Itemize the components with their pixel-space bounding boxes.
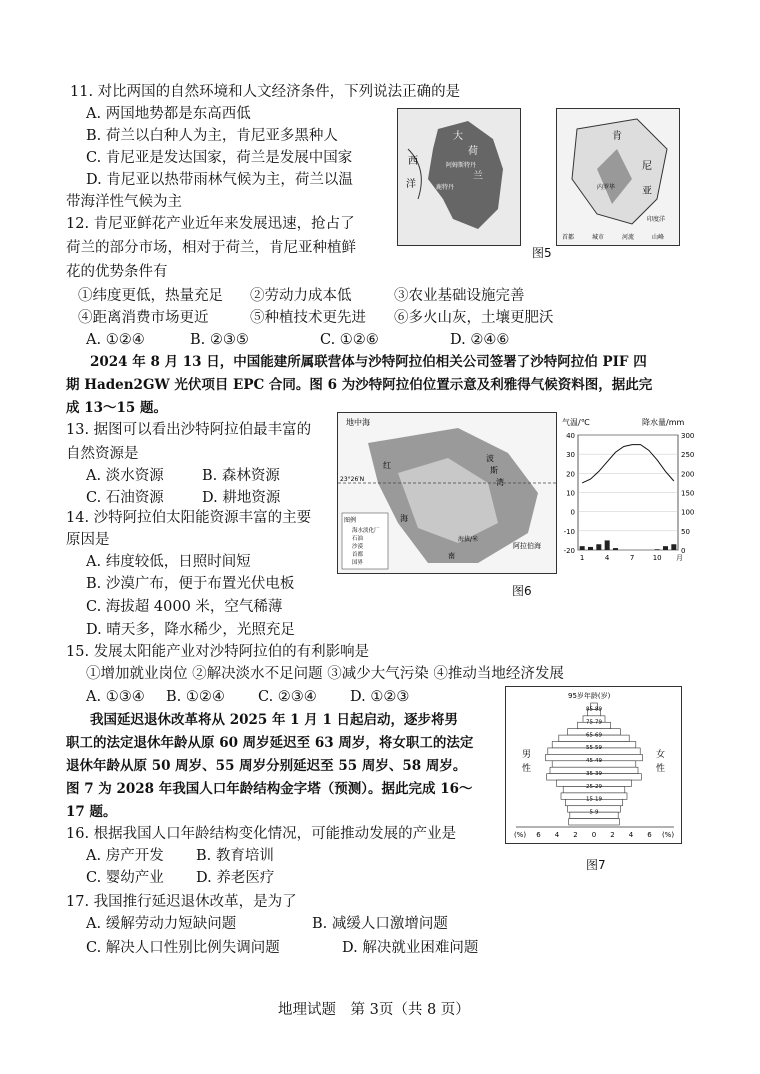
climate-y-left-tick: 0 — [570, 508, 575, 517]
saudi-map-label-gulf: 波 — [486, 454, 494, 463]
q14-stem-1: 14. 沙特阿拉伯太阳能资源丰富的主要 — [66, 510, 312, 526]
page-footer: 地理试题 第 3页（共 8 页） — [278, 1002, 470, 1018]
climate-y-right-tick: 300 — [681, 432, 695, 440]
nl-label-3: 洋 — [406, 179, 416, 190]
pyramid-age-label: 65-69 — [586, 732, 602, 739]
retire-intro-3: 退休年龄从原 50 周岁、55 周岁分别延迟至 55 周岁、58 周岁。 — [66, 758, 467, 774]
pyramid-female-2: 性 — [656, 764, 666, 774]
q15-option-d: D. ①②③ — [350, 689, 410, 705]
pyramid-x-tick: (%) — [513, 831, 527, 839]
precip-bar — [655, 549, 660, 550]
q17-option-c: C. 解决人口性别比例失调问题 — [86, 940, 280, 956]
climate-y-right-tick: 200 — [681, 470, 695, 479]
climate-ylabel-right: 降水量/mm — [642, 418, 685, 427]
pyramid-age-label: 45-49 — [586, 758, 602, 765]
q11-stem: 11. 对比两国的自然环境和人文经济条件，下列说法正确的是 — [70, 84, 461, 100]
q12-opt-1: ①纬度更低，热量充足 — [78, 288, 223, 304]
precip-bar — [596, 544, 601, 550]
q14-option-d: D. 晴天多，降水稀少，光照充足 — [86, 622, 295, 638]
climate-x-unit: 月 — [676, 554, 683, 562]
nl-label-2: 西 — [408, 156, 418, 167]
ke-label-3: 亚 — [642, 186, 652, 197]
q11-option-a: A. 两国地势都是东高西低 — [86, 106, 251, 122]
retire-intro-1: 我国延迟退休改革将从 2025 年 1 月 1 日起启动，逐步将男 — [90, 712, 459, 728]
pyramid-female-1: 女 — [656, 750, 666, 760]
q12-stem-3: 花的优势条件有 — [66, 264, 168, 280]
saudi-map-label-sea2: 海 — [400, 514, 408, 523]
saudi-map-label-arab: 阿拉伯海 — [513, 542, 541, 550]
pyramid-x-tick: 4 — [628, 831, 634, 839]
pyramid-x-tick: 6 — [647, 831, 652, 839]
pyramid-age-label: 75-79 — [586, 719, 602, 726]
climate-x-tick: 7 — [629, 554, 635, 562]
saudi-legend-1: 海水淡化厂 — [352, 528, 380, 534]
precip-bar — [613, 548, 618, 550]
q13-stem-2: 自然资源是 — [66, 446, 139, 462]
saudi-legend-2: 石油 — [352, 536, 364, 542]
pyramid-age-label: 25-29 — [586, 783, 602, 790]
pyramid-age-label: 55-59 — [586, 745, 602, 752]
q15-stem: 15. 发展太阳能产业对沙特阿拉伯的有利影响是 — [66, 644, 370, 660]
precip-bar — [580, 546, 585, 550]
saudi-map — [337, 412, 557, 574]
ke-label-4: 内罗毕 — [597, 184, 616, 191]
pyramid-x-tick: 2 — [610, 831, 615, 839]
precip-bar — [671, 544, 676, 550]
q11-option-d-cont: 带海洋性气候为主 — [66, 194, 182, 210]
q17-option-b: B. 减缓人口激增问题 — [312, 916, 448, 932]
population-pyramid — [505, 686, 682, 844]
precip-bar — [588, 547, 593, 550]
saudi-legend-4: 首都 — [352, 552, 364, 558]
saudi-map-label-gulf2: 斯 — [490, 466, 498, 475]
pyramid-x-tick: 4 — [554, 831, 560, 839]
q13-option-c: C. 石油资源 — [86, 490, 164, 506]
q16-option-b: B. 教育培训 — [196, 848, 274, 864]
ke-legend-3: 河流 — [622, 234, 635, 241]
q13-option-b: B. 森林资源 — [202, 468, 280, 484]
climate-y-left-tick: 20 — [566, 470, 575, 479]
pyramid-x-tick: 0 — [591, 831, 597, 839]
riyadh-climate-chart — [560, 415, 700, 575]
pyramid-male-2: 性 — [522, 764, 532, 774]
pyramid-age-label: 85-89 — [586, 706, 602, 713]
climate-y-left-tick: 30 — [566, 451, 575, 460]
q17-option-d: D. 解决就业困难问题 — [342, 940, 479, 956]
q12-opt-2: ②劳动力成本低 — [250, 288, 352, 304]
q12-option-b: B. ②③⑤ — [190, 332, 249, 348]
climate-y-left-tick: 40 — [566, 432, 575, 440]
q12-opt-3: ③农业基础设施完善 — [394, 288, 525, 304]
q15-option-c: C. ②③④ — [258, 689, 317, 705]
q14-option-a: A. 纬度较低，日照时间短 — [86, 554, 251, 570]
q11-option-d: D. 肯尼亚以热带雨林气候为主，荷兰以温 — [86, 172, 353, 188]
kenya-map — [556, 108, 680, 246]
fig6-caption: 图6 — [512, 584, 532, 598]
pyramid-bar — [569, 819, 620, 825]
saudi-intro-2: 期 Haden2GW 光伏项目 EPC 合同。图 6 为沙特阿拉伯位置示意及利雅得气候资料图，据此完 — [66, 377, 653, 393]
pyramid-top-label: 95岁年龄(岁) — [568, 692, 611, 700]
climate-x-tick: 10 — [652, 554, 662, 562]
q12-option-d: D. ②④⑥ — [450, 332, 510, 348]
climate-y-right-tick: 250 — [681, 451, 695, 460]
q13-option-d: D. 耕地资源 — [202, 490, 281, 506]
q15-opts: ①增加就业岗位 ②解决淡水不足问题 ③减少大气污染 ④推动当地经济发展 — [86, 666, 564, 682]
nl-label-1: 大 — [453, 131, 463, 142]
q17-option-a: A. 缓解劳动力短缺问题 — [86, 916, 237, 932]
q16-option-a: A. 房产开发 — [86, 848, 164, 864]
climate-y-right-tick: 100 — [681, 508, 695, 517]
q15-option-a: A. ①③④ — [86, 689, 145, 705]
saudi-map-label-south: 南 — [448, 552, 455, 560]
retire-intro-5: 17 题。 — [66, 804, 117, 820]
temperature-line — [582, 445, 674, 483]
climate-y-left-tick: -10 — [563, 527, 575, 536]
pyramid-age-label: 15-19 — [586, 796, 602, 803]
saudi-map-label-gulf3: 湾 — [496, 478, 504, 487]
climate-x-tick: 4 — [604, 554, 610, 562]
ke-legend-1: 首都 — [562, 234, 575, 241]
q15-option-b: B. ①②④ — [166, 689, 225, 705]
precip-bar — [663, 546, 668, 550]
q11-option-b: B. 荷兰以白种人为主，肯尼亚多黑种人 — [86, 128, 338, 144]
q12-option-a: A. ①②④ — [86, 332, 145, 348]
climate-x-tick: 1 — [579, 554, 585, 562]
ke-label-1: 肯 — [612, 131, 622, 142]
fig5-caption: 图5 — [532, 246, 552, 260]
precip-bar — [605, 540, 610, 550]
q12-opt-5: ⑤种植技术更先进 — [250, 310, 366, 326]
pyramid-x-tick: 2 — [573, 831, 578, 839]
q12-stem-1: 12. 肯尼亚鲜花产业近年来发展迅速，抢占了 — [66, 216, 355, 232]
netherlands-map — [397, 108, 521, 246]
ke-legend-4: 山峰 — [652, 234, 665, 241]
climate-y-right-tick: 50 — [681, 527, 690, 536]
saudi-legend-5: 国界 — [352, 560, 364, 566]
climate-y-left-tick: 10 — [566, 489, 575, 498]
climate-y-right-tick: 0 — [681, 547, 686, 555]
ke-legend-2: 城市 — [592, 234, 605, 241]
q12-opt-4: ④距离消费市场更近 — [78, 310, 209, 326]
q17-stem: 17. 我国推行延迟退休改革，是为了 — [66, 894, 297, 910]
q11-option-c: C. 肯尼亚是发达国家，荷兰是发展中国家 — [86, 150, 353, 166]
q16-option-d: D. 养老医疗 — [196, 870, 275, 886]
saudi-map-label-tropic: 23°26′N — [340, 476, 365, 483]
q14-stem-2: 原因是 — [66, 532, 110, 548]
ke-label-2: 尼 — [642, 161, 652, 172]
climate-y-left-tick: -20 — [563, 547, 575, 555]
nl-label-7: 鹿特丹 — [436, 184, 455, 191]
saudi-map-label-sea: 地中海 — [346, 418, 370, 427]
pyramid-x-tick: (%) — [661, 831, 675, 839]
q16-option-c: C. 婴幼产业 — [86, 870, 164, 886]
climate-ylabel-left: 气温/℃ — [562, 418, 590, 427]
q12-stem-2: 荷兰的部分市场，相对于荷兰，肯尼亚种植鲜 — [66, 240, 356, 256]
q13-stem-1: 13. 据图可以看出沙特阿拉伯最丰富的 — [66, 422, 312, 438]
retire-intro-2: 职工的法定退休年龄从原 60 周岁延迟至 63 周岁，将女职工的法定 — [66, 735, 474, 751]
q14-option-b: B. 沙漠广布，便于布置光伏电板 — [86, 576, 295, 592]
nl-label-5: 兰 — [473, 171, 483, 182]
q12-option-c: C. ①②⑥ — [320, 332, 379, 348]
saudi-map-label-red: 红 — [383, 461, 391, 470]
nl-label-6: 阿姆斯特丹 — [446, 162, 477, 169]
nl-label-4: 荷 — [468, 146, 478, 157]
saudi-intro-1: 2024 年 8 月 13 日，中国能建所属联营体与沙特阿拉伯相关公司签署了沙特阿拉伯 PIF 四 — [90, 354, 647, 370]
q14-option-c: C. 海拔超 4000 米，空气稀薄 — [86, 599, 283, 615]
saudi-legend-title: 图例 — [344, 517, 357, 524]
q13-option-a: A. 淡水资源 — [86, 468, 164, 484]
climate-y-right-tick: 150 — [681, 489, 695, 498]
saudi-legend-3: 沙漠 — [352, 544, 364, 550]
ke-label-5: 印度洋 — [647, 216, 666, 223]
q16-stem: 16. 根据我国人口年龄结构变化情况，可能推动发展的产业是 — [66, 826, 457, 842]
pyramid-age-label: 35-39 — [586, 770, 602, 777]
pyramid-male-1: 男 — [522, 750, 532, 760]
retire-intro-4: 图 7 为 2028 年我国人口年龄结构金字塔（预测）。据此完成 16～ — [66, 781, 473, 797]
saudi-intro-3: 成 13～15 题。 — [66, 400, 167, 416]
pyramid-age-label: 5-9 — [589, 809, 599, 816]
pyramid-x-tick: 6 — [536, 831, 541, 839]
q12-opt-6: ⑥多火山灰，土壤更肥沃 — [394, 310, 554, 326]
saudi-elev-title: 海拔/米 — [458, 536, 479, 543]
fig7-caption: 图7 — [586, 858, 606, 872]
